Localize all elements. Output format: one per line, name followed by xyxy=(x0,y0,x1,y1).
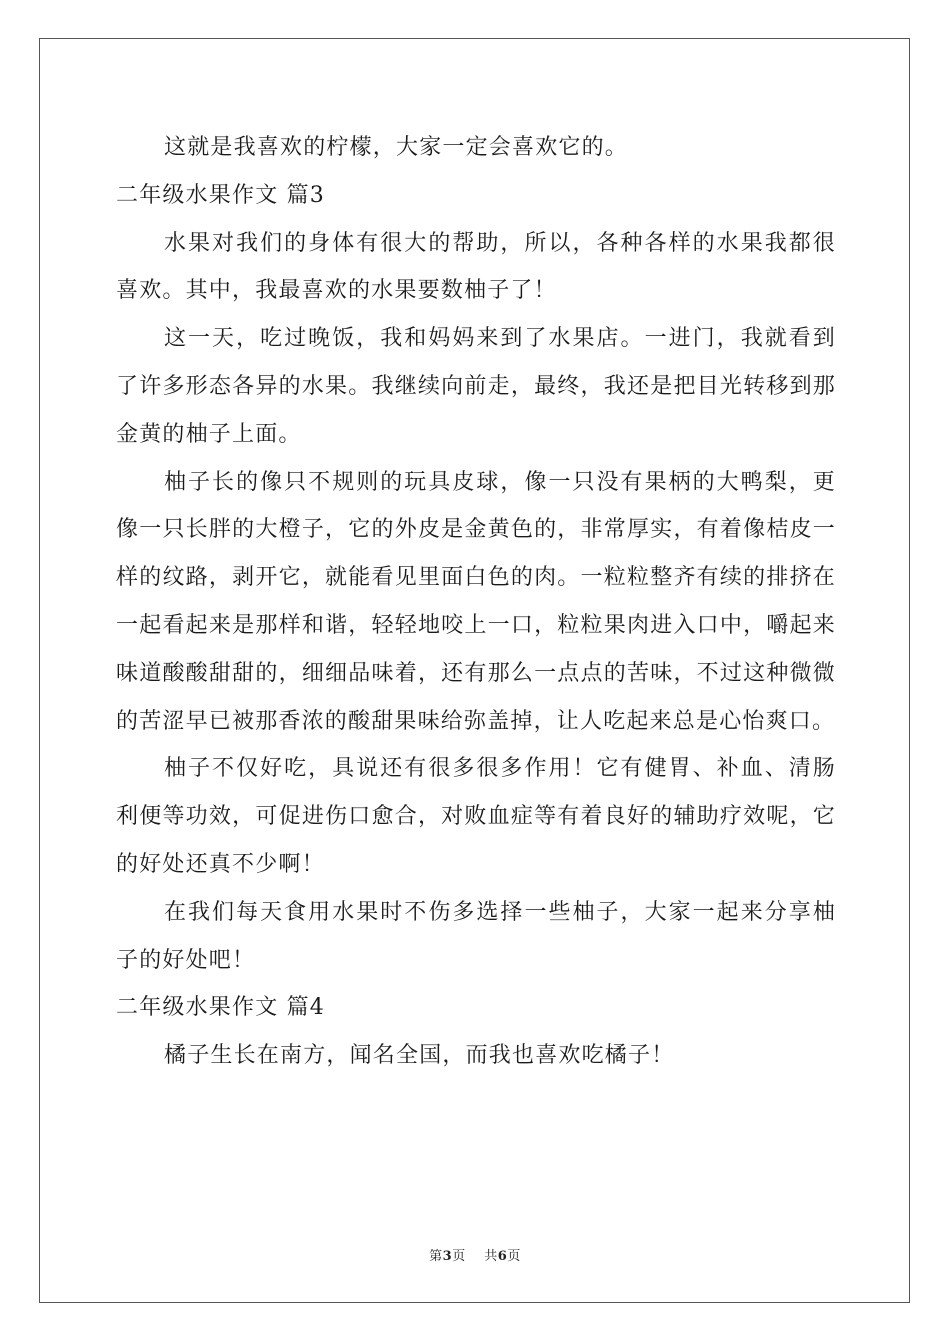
page-number: 第3页 xyxy=(429,1249,466,1264)
paragraph: 在我们每天食用水果时不伤多选择一些柚子，大家一起来分享柚子的好处吧！ xyxy=(116,899,836,973)
paragraph: 水果对我们的身体有很大的帮助，所以，各种各样的水果我都很喜欢。其中，我最喜欢的水果要数柚子了！ xyxy=(116,230,836,304)
page-total: 共6页 xyxy=(484,1249,521,1264)
section-heading: 二年级水果作文 篇4 xyxy=(116,995,325,1021)
page-footer xyxy=(0,1245,950,1264)
document-body xyxy=(116,124,836,1080)
paragraph: 柚子不仅好吃，具说还有很多很多作用！它有健胃、补血、清肠利便等功效，可促进伤口愈合，对败血症等有着良好的辅助疗效呢，它的好处还真不少啊！ xyxy=(116,756,836,877)
section-heading: 二年级水果作文 篇3 xyxy=(116,182,325,208)
paragraph: 柚子长的像只不规则的玩具皮球，像一只没有果柄的大鸭梨，更像一只长胖的大橙子，它的外皮是金黄色的，非常厚实，有着像桔皮一样的纹路，剥开它，就能看见里面白色的肉。一粒粒整齐有续的排挤在一起看起来是那样和谐，轻轻地咬上一口，粒粒果肉进入口中，嚼起来味道酸酸甜甜的，细细品味着，还有那么一点点的苦味，不过这种微微的苦涩早已被那香浓的酸甜果味给弥盖掉，让人吃起来总是心怡爽口。 xyxy=(116,469,836,734)
paragraph: 橘子生长在南方，闻名全国，而我也喜欢吃橘子！ xyxy=(164,1043,675,1069)
paragraph: 这一天，吃过晚饭，我和妈妈来到了水果店。一进门，我就看到了许多形态各异的水果。我继续向前走，最终，我还是把目光转移到那金黄的柚子上面。 xyxy=(116,326,836,447)
paragraph: 这就是我喜欢的柠檬，大家一定会喜欢它的。 xyxy=(164,135,629,160)
